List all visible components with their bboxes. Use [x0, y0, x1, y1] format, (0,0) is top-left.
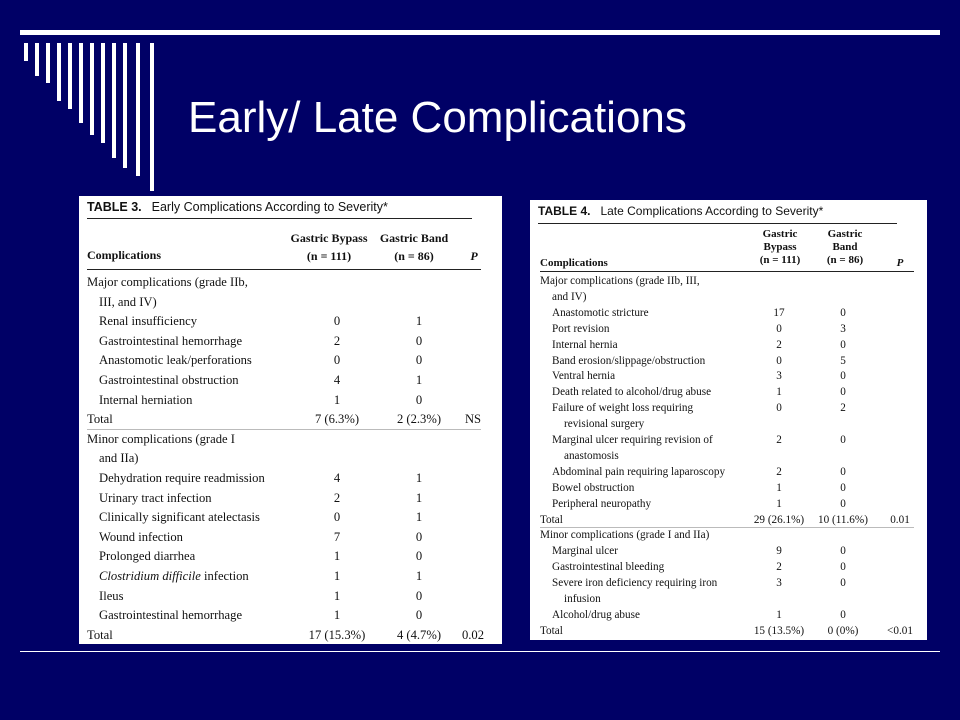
cell-gastric-bypass: 0 [776, 322, 782, 335]
row-label: Prolonged diarrhea [99, 549, 196, 564]
cell-gastric-band: 0 [840, 577, 846, 590]
table-row [540, 384, 914, 400]
row-label: Ventral hernia [552, 370, 616, 383]
table-3-header-band [369, 231, 459, 263]
row-label: Bowel obstruction [552, 481, 635, 494]
cell-gastric-bypass: 1 [776, 481, 782, 494]
cell-gastric-bypass: 1 [333, 608, 341, 623]
table-row [540, 400, 914, 416]
cell-gastric-bypass: 7 (6.3%) [314, 412, 360, 427]
row-label: Urinary tract infection [99, 490, 212, 505]
row-label: Gastrointestinal bleeding [552, 561, 665, 574]
table-row [87, 292, 481, 312]
row-label: Alcohol/drug abuse [552, 608, 640, 621]
table-3-number: TABLE 3. [87, 200, 142, 214]
row-label: Ileus [99, 588, 124, 603]
row-label: Band erosion/slippage/obstruction [552, 354, 706, 367]
table-row [87, 429, 481, 449]
table-row [87, 488, 481, 508]
row-label: Port revision [552, 322, 610, 335]
table-4-header-complications: Complications [540, 257, 608, 269]
cell-gastric-bypass: 1 [776, 386, 782, 399]
cell-gastric-bypass: 0 [333, 510, 341, 525]
table-row [540, 591, 914, 607]
table-4-header-rule [540, 271, 914, 272]
table-4-header-bypass [750, 228, 810, 267]
row-label: Dehydration require readmission [99, 471, 265, 485]
deco-bar [112, 43, 116, 158]
table-row [87, 546, 481, 566]
row-label: Minor complications (grade I and IIa) [540, 529, 710, 542]
row-label: Internal hernia [552, 338, 618, 351]
row-label: Major complications (grade IIb, III, [540, 275, 700, 287]
cell-gastric-bypass: 1 [333, 549, 341, 564]
row-label: Anastomotic stricture [552, 306, 649, 319]
row-label: III, and IV) [99, 294, 157, 309]
table-row [87, 507, 481, 527]
row-label: Marginal ulcer [552, 545, 618, 558]
table-row [540, 480, 914, 496]
row-label: Internal herniation [99, 392, 193, 407]
cell-gastric-bypass: 4 [333, 471, 341, 485]
cell-gastric-band: 1 [415, 314, 423, 329]
cell-gastric-bypass: 0 [776, 402, 782, 415]
table-4-header-bypass-line2: Bypass [763, 241, 797, 253]
table-row [540, 273, 914, 289]
row-label: and IIa) [99, 451, 139, 466]
cell-gastric-band: 0 [415, 608, 423, 623]
table-row [540, 448, 914, 464]
row-label: Gastrointestinal hemorrhage [99, 608, 243, 623]
table-row [540, 496, 914, 512]
table-3-header-bypass-line2: (n = 111) [306, 249, 352, 263]
cell-gastric-bypass: 29 (26.1%) [753, 513, 805, 526]
table-4-header-bypass-line3: (n = 111) [759, 254, 801, 266]
table-4-header-band-line2: Band [832, 241, 858, 253]
total-row [87, 625, 485, 645]
row-label: revisional surgery [564, 418, 645, 431]
row-label: and IV) [552, 290, 587, 303]
cell-gastric-band: 1 [415, 510, 423, 525]
cell-gastric-band: 0 [840, 608, 846, 621]
table-row [87, 468, 481, 488]
row-label: Renal insufficiency [99, 314, 198, 329]
cell-gastric-bypass: 0 [333, 314, 341, 329]
cell-gastric-band: 3 [840, 322, 846, 335]
table-4-panel [530, 200, 927, 640]
deco-bar [68, 43, 72, 109]
cell-gastric-band: 0 [840, 545, 846, 558]
row-label: Failure of weight loss requiring [552, 402, 694, 415]
bottom-rule [20, 651, 940, 652]
deco-bar [79, 43, 83, 123]
table-4-caption-text: Late Complications According to Severity* [600, 204, 824, 218]
cell-gastric-band: 0 [840, 386, 846, 399]
cell-p-value: 0.02 [461, 627, 485, 642]
row-label: Marginal ulcer requiring revision of [552, 434, 713, 446]
cell-p-value: 0.01 [890, 513, 910, 526]
cell-gastric-band: 0 (0%) [827, 624, 859, 637]
deco-bar [57, 43, 61, 101]
table-4-caption [538, 204, 897, 224]
table-3-header-complications: Complications [87, 248, 162, 262]
table-row [87, 370, 481, 390]
table-row [540, 464, 914, 480]
cell-gastric-band: 0 [415, 588, 423, 603]
row-label: Total [87, 627, 113, 642]
cell-gastric-band: 10 (11.6%) [818, 513, 868, 526]
row-label: Total [540, 513, 563, 526]
cell-gastric-band: 2 [840, 402, 846, 415]
cell-gastric-bypass: 1 [333, 588, 341, 603]
cell-gastric-bypass: 7 [333, 529, 341, 544]
cell-gastric-band: 0 [415, 549, 423, 564]
table-3-caption [87, 200, 472, 219]
row-label: Peripheral neuropathy [552, 497, 652, 510]
table-3-header-band-line1: Gastric Band [379, 231, 449, 245]
table-row [87, 605, 481, 625]
row-label: Clinically significant atelectasis [99, 510, 260, 525]
cell-gastric-bypass: 3 [776, 577, 782, 590]
deco-bar [101, 43, 105, 143]
cell-gastric-band: 0 [415, 392, 423, 407]
table-4-header-bypass-line1: Gastric [762, 228, 798, 240]
row-label: Minor complications (grade I [87, 431, 235, 446]
row-label: anastomosis [564, 449, 619, 462]
table-row [540, 607, 914, 623]
cell-p-value: NS [464, 412, 482, 427]
table-row [540, 321, 914, 337]
table-3-header-bypass-line1: Gastric Bypass [290, 231, 368, 245]
decorative-bars [0, 0, 170, 200]
cell-gastric-band: 0 [415, 333, 423, 348]
table-row [540, 432, 914, 448]
cell-p-value: <0.01 [887, 624, 913, 637]
cell-gastric-band: 0 [415, 529, 423, 544]
table-row [540, 305, 914, 321]
table-3-caption-text: Early Complications According to Severity* [151, 200, 388, 214]
cell-gastric-bypass: 2 [333, 490, 341, 505]
row-label: Severe iron deficiency requiring iron [552, 577, 718, 590]
cell-gastric-bypass: 1 [333, 569, 341, 583]
table-row [87, 272, 481, 292]
cell-gastric-band: 4 (4.7%) [396, 627, 442, 642]
table-4-header-band-line1: Gastric [827, 228, 863, 240]
table-3-header-rule [87, 269, 481, 270]
cell-gastric-bypass: 1 [776, 608, 782, 621]
table-row [87, 527, 481, 547]
cell-gastric-band: 0 [840, 497, 846, 510]
table-row [540, 527, 914, 543]
cell-gastric-bypass: 17 (15.3%) [308, 627, 366, 642]
cell-gastric-bypass: 2 [776, 338, 782, 351]
table-row [540, 353, 914, 369]
table-3-header-band-line2: (n = 86) [394, 249, 434, 263]
cell-gastric-bypass: 9 [776, 545, 782, 558]
table-row [87, 331, 481, 351]
cell-gastric-band: 0 [415, 353, 423, 368]
deco-bar [90, 43, 94, 135]
table-row [540, 368, 914, 384]
cell-gastric-bypass: 2 [333, 333, 341, 348]
deco-bar [136, 43, 140, 176]
table-row [87, 448, 481, 468]
total-row [87, 409, 481, 429]
cell-gastric-band: 0 [840, 465, 846, 478]
table-row [87, 311, 481, 331]
table-row [540, 337, 914, 353]
table-4-number: TABLE 4. [538, 204, 591, 218]
row-label: Total [87, 412, 113, 427]
cell-gastric-bypass: 4 [333, 373, 341, 387]
table-3-panel [79, 196, 502, 644]
cell-gastric-bypass: 2 [776, 465, 782, 478]
cell-gastric-bypass: 3 [776, 370, 782, 383]
cell-gastric-band: 1 [415, 373, 423, 387]
cell-gastric-band: 1 [415, 490, 423, 505]
cell-gastric-bypass: 15 (13.5%) [753, 624, 805, 637]
row-label: Major complications (grade IIb, [87, 275, 248, 289]
cell-gastric-band: 1 [415, 471, 423, 485]
table-4-header-band-line3: (n = 86) [826, 254, 864, 266]
row-label: Gastrointestinal hemorrhage [99, 333, 243, 348]
cell-gastric-band: 2 (2.3%) [396, 412, 442, 427]
cell-gastric-band: 0 [840, 481, 846, 494]
table-row [540, 289, 914, 305]
table-row [540, 575, 914, 591]
cell-gastric-bypass: 17 [773, 306, 785, 319]
cell-gastric-bypass: 1 [776, 497, 782, 510]
row-label: Abdominal pain requiring laparoscopy [552, 465, 726, 478]
table-row [87, 586, 481, 606]
cell-gastric-bypass: 0 [776, 354, 782, 367]
table-3-header-bypass [279, 231, 379, 263]
row-label: Total [540, 624, 563, 637]
deco-bar [123, 43, 127, 168]
row-label: Gastrointestinal obstruction [99, 373, 239, 387]
row-label: Anastomotic leak/perforations [99, 353, 252, 368]
cell-gastric-bypass: 2 [776, 561, 782, 574]
cell-gastric-band: 5 [840, 354, 846, 367]
cell-gastric-band: 0 [840, 306, 846, 319]
italic-organism-name: Clostridium difficile [99, 569, 201, 583]
table-4-header-band [815, 228, 875, 267]
table-row [540, 416, 914, 432]
row-label: Wound infection [99, 529, 183, 544]
deco-bar [35, 43, 39, 76]
table-row [87, 350, 481, 370]
cell-gastric-band: 0 [840, 338, 846, 351]
slide-title: Early/ Late Complications [188, 93, 687, 142]
table-row [87, 566, 481, 586]
cell-gastric-band: 1 [415, 569, 423, 583]
cell-gastric-band: 0 [840, 434, 846, 446]
table-row [540, 543, 914, 559]
cell-gastric-bypass: 1 [333, 392, 341, 407]
row-label: Clostridium difficile infection [99, 569, 249, 583]
table-row [87, 390, 481, 410]
row-label: Death related to alcohol/drug abuse [552, 386, 712, 399]
cell-gastric-band: 0 [840, 561, 846, 574]
cell-gastric-band: 0 [840, 370, 846, 383]
deco-bar [24, 43, 28, 61]
total-row [540, 512, 914, 528]
table-3-header-p: P [470, 249, 478, 263]
cell-gastric-bypass: 0 [333, 353, 341, 368]
deco-bar [46, 43, 50, 83]
row-label: infusion [564, 593, 601, 605]
table-4-header-p: P [896, 257, 904, 269]
cell-gastric-bypass: 2 [776, 434, 782, 446]
total-row [540, 623, 914, 639]
deco-bar [150, 43, 154, 191]
table-row [540, 559, 914, 575]
